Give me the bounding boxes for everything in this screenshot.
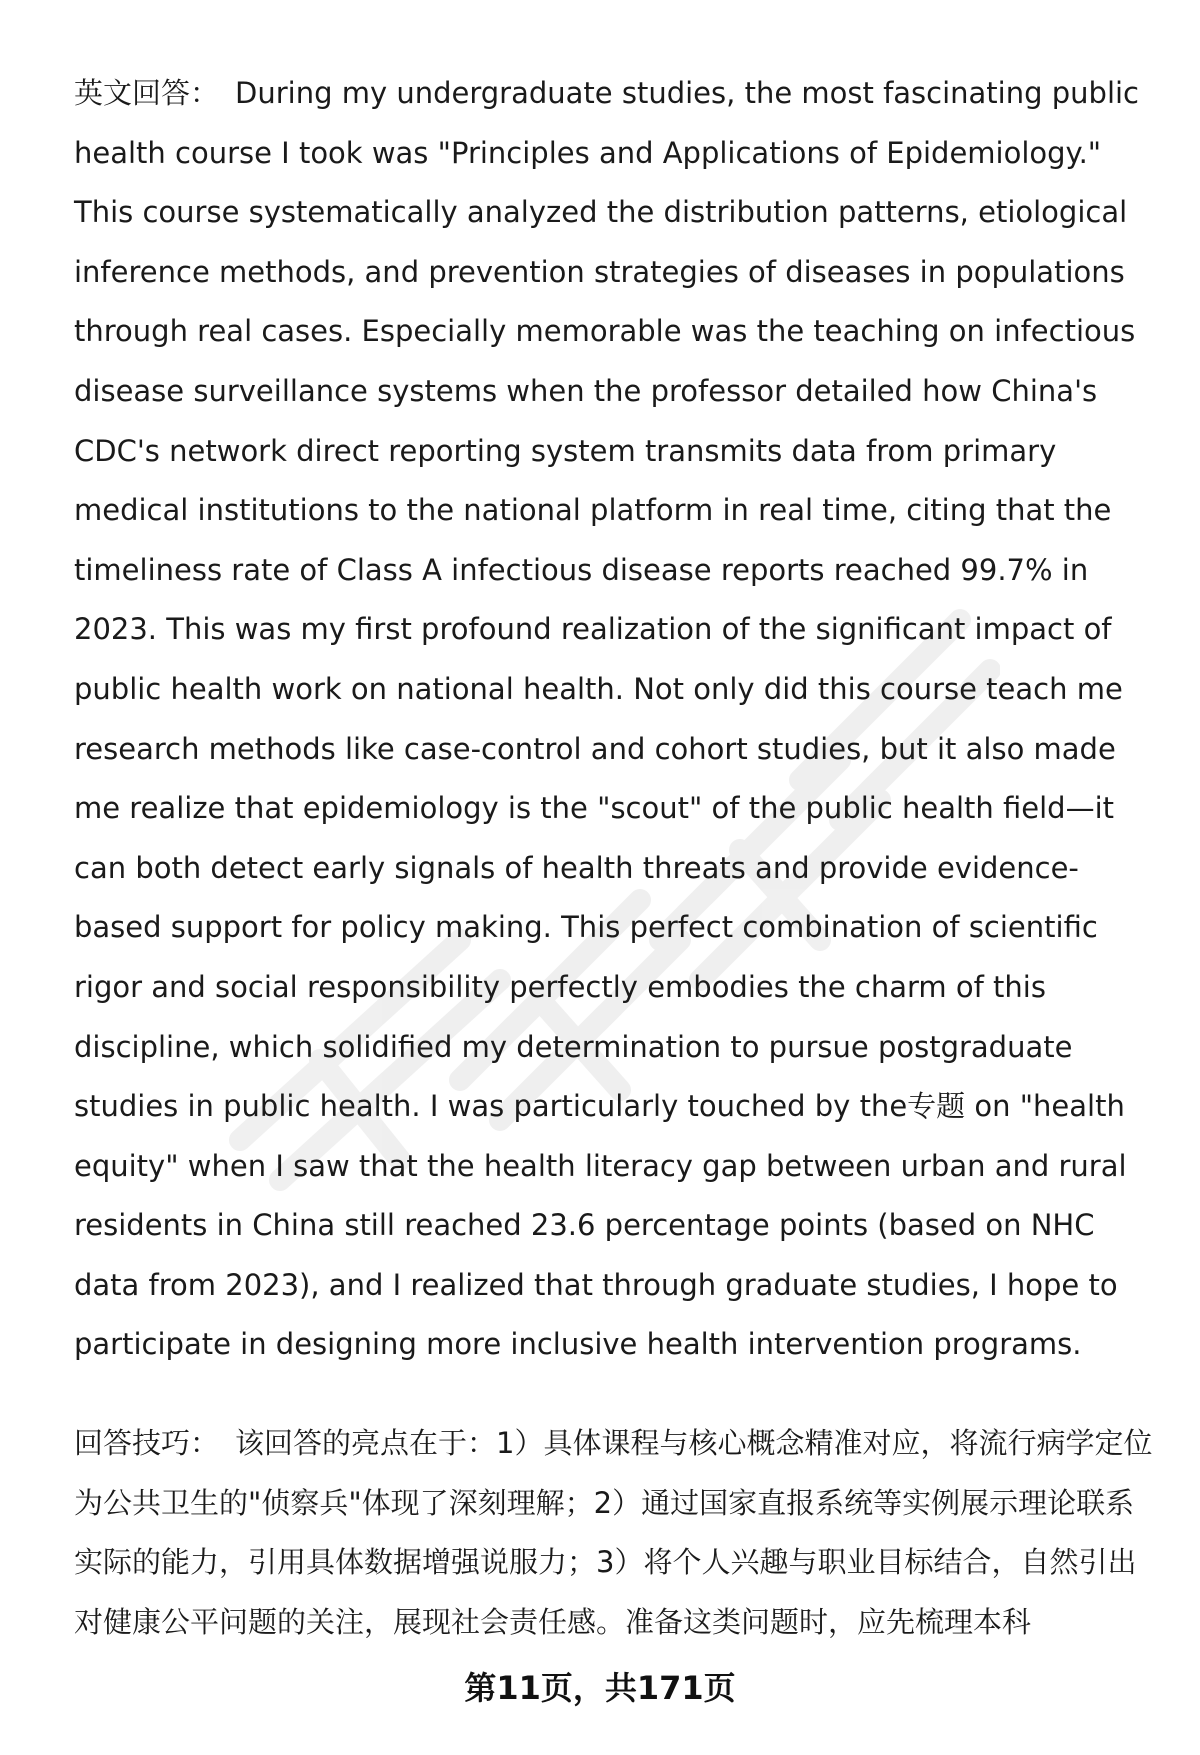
document-page bbox=[74, 64, 1160, 1639]
answer-tips-text: 该回答的亮点在于：1）具体课程与核心概念精准对应，将流行病学定位为公共卫生的"侦察兵"体现了深刻理解；2）通过国家直报系统等实例展示理论联系实际的能力，引用具体数据增强说服力；3）将个人兴趣与职业目标结合，自然引出对健康公平问题的关注，展现社会责任感。准备这类问题时，应先梳理本科 bbox=[74, 1426, 1153, 1639]
answer-tips-paragraph bbox=[74, 1414, 1160, 1652]
answer-tips-label: 回答技巧： bbox=[74, 1426, 220, 1460]
page-number-footer: 第11页，共171页 bbox=[464, 1669, 736, 1707]
english-answer-paragraph bbox=[74, 64, 1160, 1375]
english-answer-text: During my undergraduate studies, the most fascinating public health course I took was "Principles and Applications of Epidemiology." This course systematically analyzed the distribution patterns, etiological inference methods, and prevention strategies of diseases in populations through real cases. Especially memorable was the teaching on infectious disease surveillance systems when the professor detailed how China's CDC's network direct reporting system transmits data from primary medical institutions to the national platform in real time, citing that the timeliness rate of Class A infectious disease reports reached 99.7% in 2023. This was my first profound realization of the significant impact of public health work on national health. Not only did this course teach me research methods like case-control and cohort studies, but it also made me realize that epidemiology is the "scout" of the public health field—it can both detect early signals of health threats and provide evidence-based support for policy making. This perfect combination of scientific rigor and social responsibility perfectly embodies the charm of this discipline, which solidified my determination to pursue postgraduate studies in public health. I was particularly touched by the专题 on "health equity" when I saw that the health literacy gap between urban and rural residents in China still reached 23.6 percentage points (based on NHC data from 2023), and I realized that through graduate studies, I hope to participate in designing more inclusive health intervention programs. bbox=[74, 76, 1139, 1362]
english-answer-label: 英文回答： bbox=[74, 76, 220, 110]
